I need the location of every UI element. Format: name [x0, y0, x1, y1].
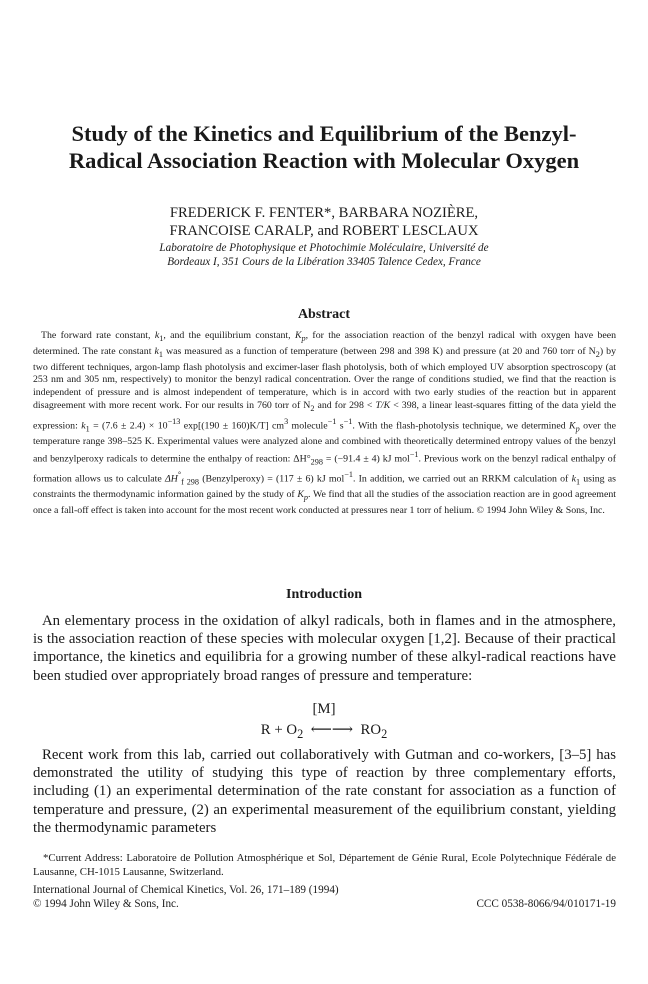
authors-line-1: FREDERICK F. FENTER*, BARBARA NOZIÈRE,: [169, 205, 479, 221]
title-line-1: Study of the Kinetics and Equilibrium of the Benzyl-: [71, 121, 577, 146]
title-line-2: Radical Association Reaction with Molecular Oxygen: [68, 148, 580, 173]
footnote: *Current Address: Laboratoire de Pollution Atmosphérique et Sol, Département de Génie Rural, Ecole Polytechnique Fédérale de Lausanne, CH-1015 Lausanne, Switzerland.: [33, 852, 616, 879]
authors-line-2: FRANCOISE CARALP, and ROBERT LESCLAUX: [169, 223, 479, 239]
footer-journal: International Journal of Chemical Kinetics, Vol. 26, 171–189 (1994): [33, 884, 339, 896]
affiliation-line-1: Laboratoire de Photophysique et Photochimie Moléculaire, Université de: [159, 242, 489, 254]
abstract-text: The forward rate constant, $k_1$, and the equilibrium constant, $K_p$, for the association reaction of the benzyl radical with oxygen have been determined. The rate constant $k_1$ was measured as a function of temperature (between 298 and 398 K) and pressure (at 20 and 760 torr of $N_2$) by two different techniques, argon-lamp flash photolysis and excimer-laser flash photolysis, both of which employed UV absorption spectroscopy (at 253 nm and 305 nm, respectively) to monitor the benzyl radical concentration. Over the range of conditions studied, we find that the reaction is independent of pressure and is almost independent of temperature, which is in accord with two early studies of the reaction but in apparent disagreement with more recent work. For our results in 760 torr of $N_2$ and for 298 < T/K < 398, a linear least-squares fitting of the data yield the expression: $k_1 = (7.6 \pm 2.4) \times 10^{-13}$ exp[(190 ± 160)K/T] $cm^3$ molecule$^{-1}$ $s^{-1}$. With the flash-photolysis technique, we determined $K_p$ over the temperature range 398–525 K. Experimental values were analyzed alone and combined with theoretically determined entropy values of the benzyl and benzylperoxy radicals to determine the enthalpy of reaction: $\Delta H^\circ_{298} = (-91.4 \pm 4)$ kJ mol$^{-1}$. Previous work on the benzyl radical enthalpy of formation allows us to calculate $\Delta H^\circ_{f 298}$ (Benzylperoxy) = (117 ± 6) kJ mol$^{-1}$. In addition, we carried out an RRKM calculation of $k_1$ using as constraints the thermodynamic information gained by the study of $K_p$. We find that all the studies of the association reaction are in good agreement once a fall-off effect is taken into account for the most recent work conducted at pressures near 1 torr of helium. © 1994 John Wiley & Sons, Inc.: [33, 330, 617, 516]
article-title: [34, 120, 614, 174]
footer-copyright: © 1994 John Wiley & Sons, Inc.: [33, 898, 179, 910]
reaction-equation: $R + O_2$ ⟵⟶ $RO_2$: [260, 722, 388, 741]
intro-paragraph-2: Recent work from this lab, carried out collaboratively with Gutman and co-workers, [3–5] has demonstrated the utility of studying this type of reaction by three complementary efforts, including (1) an experimental determination of the rate constant for association as a function of temperature and pressure, (2) an experimental measurement of the equilibrium constant, yielding the thermodynamic parameters: [33, 747, 616, 836]
footer-ccc: CCC 0538-8066/94/010171-19: [476, 898, 616, 910]
abstract-heading: Abstract: [297, 307, 351, 322]
affiliation-line-2: Bordeaux I, 351 Cours de la Libération 33405 Talence Cedex, France: [167, 256, 481, 268]
equation-catalyst: [M]: [312, 701, 336, 717]
introduction-heading: Introduction: [286, 587, 362, 602]
affiliation: [34, 241, 614, 269]
footer-line: [33, 897, 616, 911]
intro-paragraph-1: An elementary process in the oxidation of alkyl radicals, both in flames and in the atmosphere, is the association reaction of these species with molecular oxygen [1,2]. Because of their practical importance, the kinetics and equilibria for a growing number of these alkyl-radical reactions have been studied over appropriately broad ranges of pressure and temperature:: [33, 613, 616, 684]
equilibrium-arrow: ⟵⟶: [310, 722, 354, 738]
author-list: [34, 204, 614, 240]
